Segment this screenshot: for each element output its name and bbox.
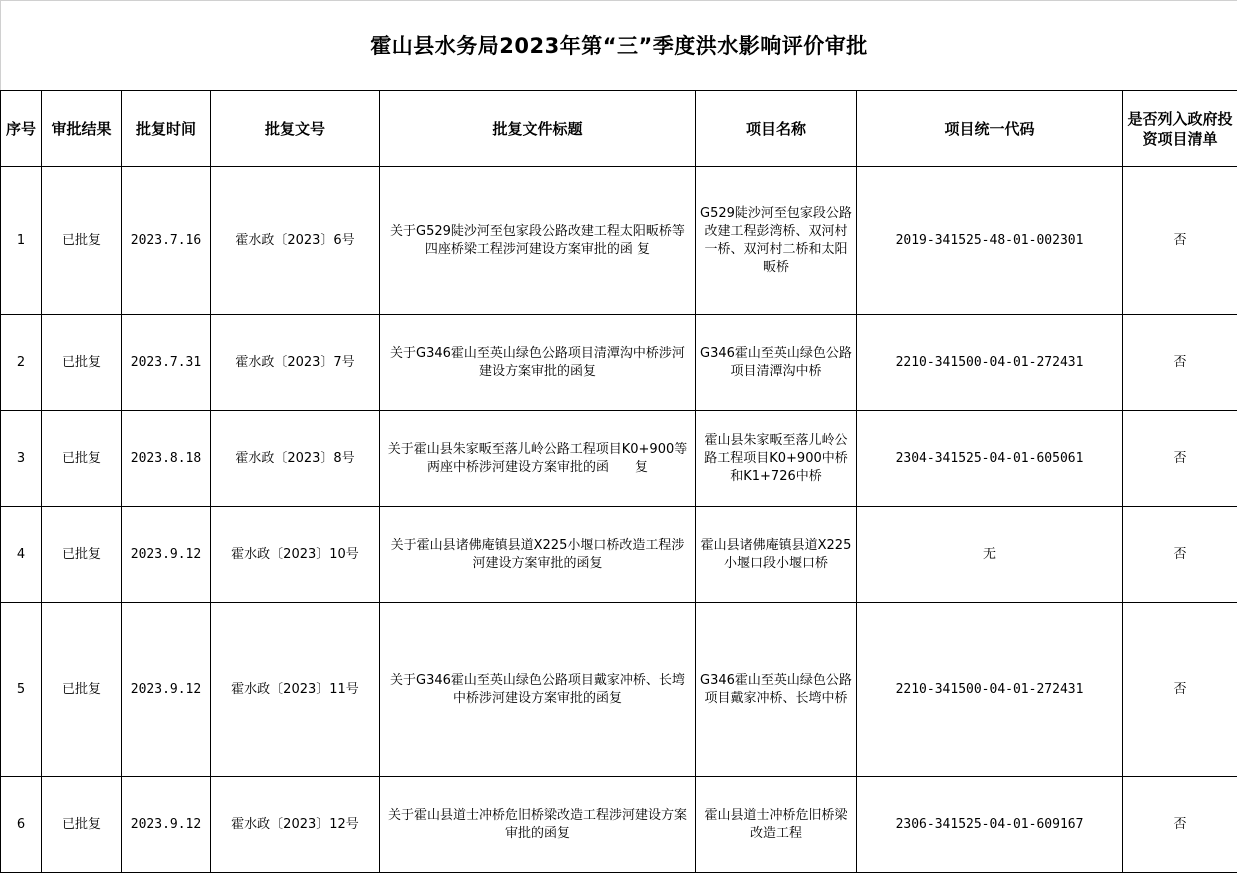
cell-project-name: G346霍山至英山绿色公路项目清潭沟中桥 [696, 315, 857, 411]
cell-in-list: 否 [1123, 603, 1237, 777]
cell-seq: 1 [1, 167, 42, 315]
table-row [1, 507, 1237, 603]
cell-doc-no: 霍水政〔2023〕6号 [211, 167, 380, 315]
table-row [1, 315, 1237, 411]
cell-project-code: 2019-341525-48-01-002301 [857, 167, 1123, 315]
header-result: 审批结果 [42, 91, 122, 167]
header-row [1, 91, 1237, 167]
header-project-name: 项目名称 [696, 91, 857, 167]
cell-doc-no: 霍水政〔2023〕11号 [211, 603, 380, 777]
cell-result: 已批复 [42, 603, 122, 777]
cell-date: 2023.9.12 [122, 507, 211, 603]
cell-doc-no: 霍水政〔2023〕7号 [211, 315, 380, 411]
cell-doc-title: 关于霍山县诸佛庵镇县道X225小堰口桥改造工程涉河建设方案审批的函复 [380, 507, 696, 603]
cell-result: 已批复 [42, 777, 122, 873]
cell-result: 已批复 [42, 167, 122, 315]
cell-doc-no: 霍水政〔2023〕12号 [211, 777, 380, 873]
cell-project-code: 2304-341525-04-01-605061 [857, 411, 1123, 507]
cell-date: 2023.9.12 [122, 777, 211, 873]
cell-project-name: 霍山县道士冲桥危旧桥梁改造工程 [696, 777, 857, 873]
cell-in-list: 否 [1123, 315, 1237, 411]
table-row [1, 411, 1237, 507]
cell-date: 2023.7.16 [122, 167, 211, 315]
header-doc-title: 批复文件标题 [380, 91, 696, 167]
cell-doc-title: 关于霍山县道士冲桥危旧桥梁改造工程涉河建设方案审批的函复 [380, 777, 696, 873]
cell-project-name: 霍山县朱家畈至落儿岭公路工程项目K0+900中桥和K1+726中桥 [696, 411, 857, 507]
table-row [1, 777, 1237, 873]
cell-project-name: 霍山县诸佛庵镇县道X225小堰口段小堰口桥 [696, 507, 857, 603]
cell-result: 已批复 [42, 507, 122, 603]
cell-date: 2023.8.18 [122, 411, 211, 507]
table-row [1, 603, 1237, 777]
cell-seq: 6 [1, 777, 42, 873]
cell-seq: 2 [1, 315, 42, 411]
cell-project-code: 2210-341500-04-01-272431 [857, 603, 1123, 777]
cell-doc-title: 关于G346霍山至英山绿色公路项目清潭沟中桥涉河建设方案审批的函复 [380, 315, 696, 411]
cell-project-code: 2210-341500-04-01-272431 [857, 315, 1123, 411]
page-title: 霍山县水务局2023年第“三”季度洪水影响评价审批 [1, 1, 1237, 91]
header-in-list: 是否列入政府投资项目清单 [1123, 91, 1237, 167]
cell-in-list: 否 [1123, 777, 1237, 873]
cell-in-list: 否 [1123, 167, 1237, 315]
header-seq: 序号 [1, 91, 42, 167]
cell-project-name: G529陡沙河至包家段公路改建工程彭湾桥、双河村一桥、双河村二桥和太阳畈桥 [696, 167, 857, 315]
header-project-code: 项目统一代码 [857, 91, 1123, 167]
cell-project-code: 2306-341525-04-01-609167 [857, 777, 1123, 873]
cell-seq: 4 [1, 507, 42, 603]
cell-seq: 3 [1, 411, 42, 507]
cell-project-name: G346霍山至英山绿色公路项目戴家冲桥、长塆中桥 [696, 603, 857, 777]
cell-doc-no: 霍水政〔2023〕8号 [211, 411, 380, 507]
table-row [1, 167, 1237, 315]
cell-in-list: 否 [1123, 411, 1237, 507]
cell-seq: 5 [1, 603, 42, 777]
cell-doc-title: 关于G529陡沙河至包家段公路改建工程太阳畈桥等四座桥梁工程涉河建设方案审批的函 复 [380, 167, 696, 315]
header-doc-no: 批复文号 [211, 91, 380, 167]
header-date: 批复时间 [122, 91, 211, 167]
cell-date: 2023.7.31 [122, 315, 211, 411]
cell-date: 2023.9.12 [122, 603, 211, 777]
cell-project-code: 无 [857, 507, 1123, 603]
cell-in-list: 否 [1123, 507, 1237, 603]
cell-doc-title: 关于G346霍山至英山绿色公路项目戴家冲桥、长塆中桥涉河建设方案审批的函复 [380, 603, 696, 777]
cell-result: 已批复 [42, 315, 122, 411]
title-row [1, 1, 1237, 91]
cell-doc-title: 关于霍山县朱家畈至落儿岭公路工程项目K0+900等两座中桥涉河建设方案审批的函 复 [380, 411, 696, 507]
cell-doc-no: 霍水政〔2023〕10号 [211, 507, 380, 603]
cell-result: 已批复 [42, 411, 122, 507]
